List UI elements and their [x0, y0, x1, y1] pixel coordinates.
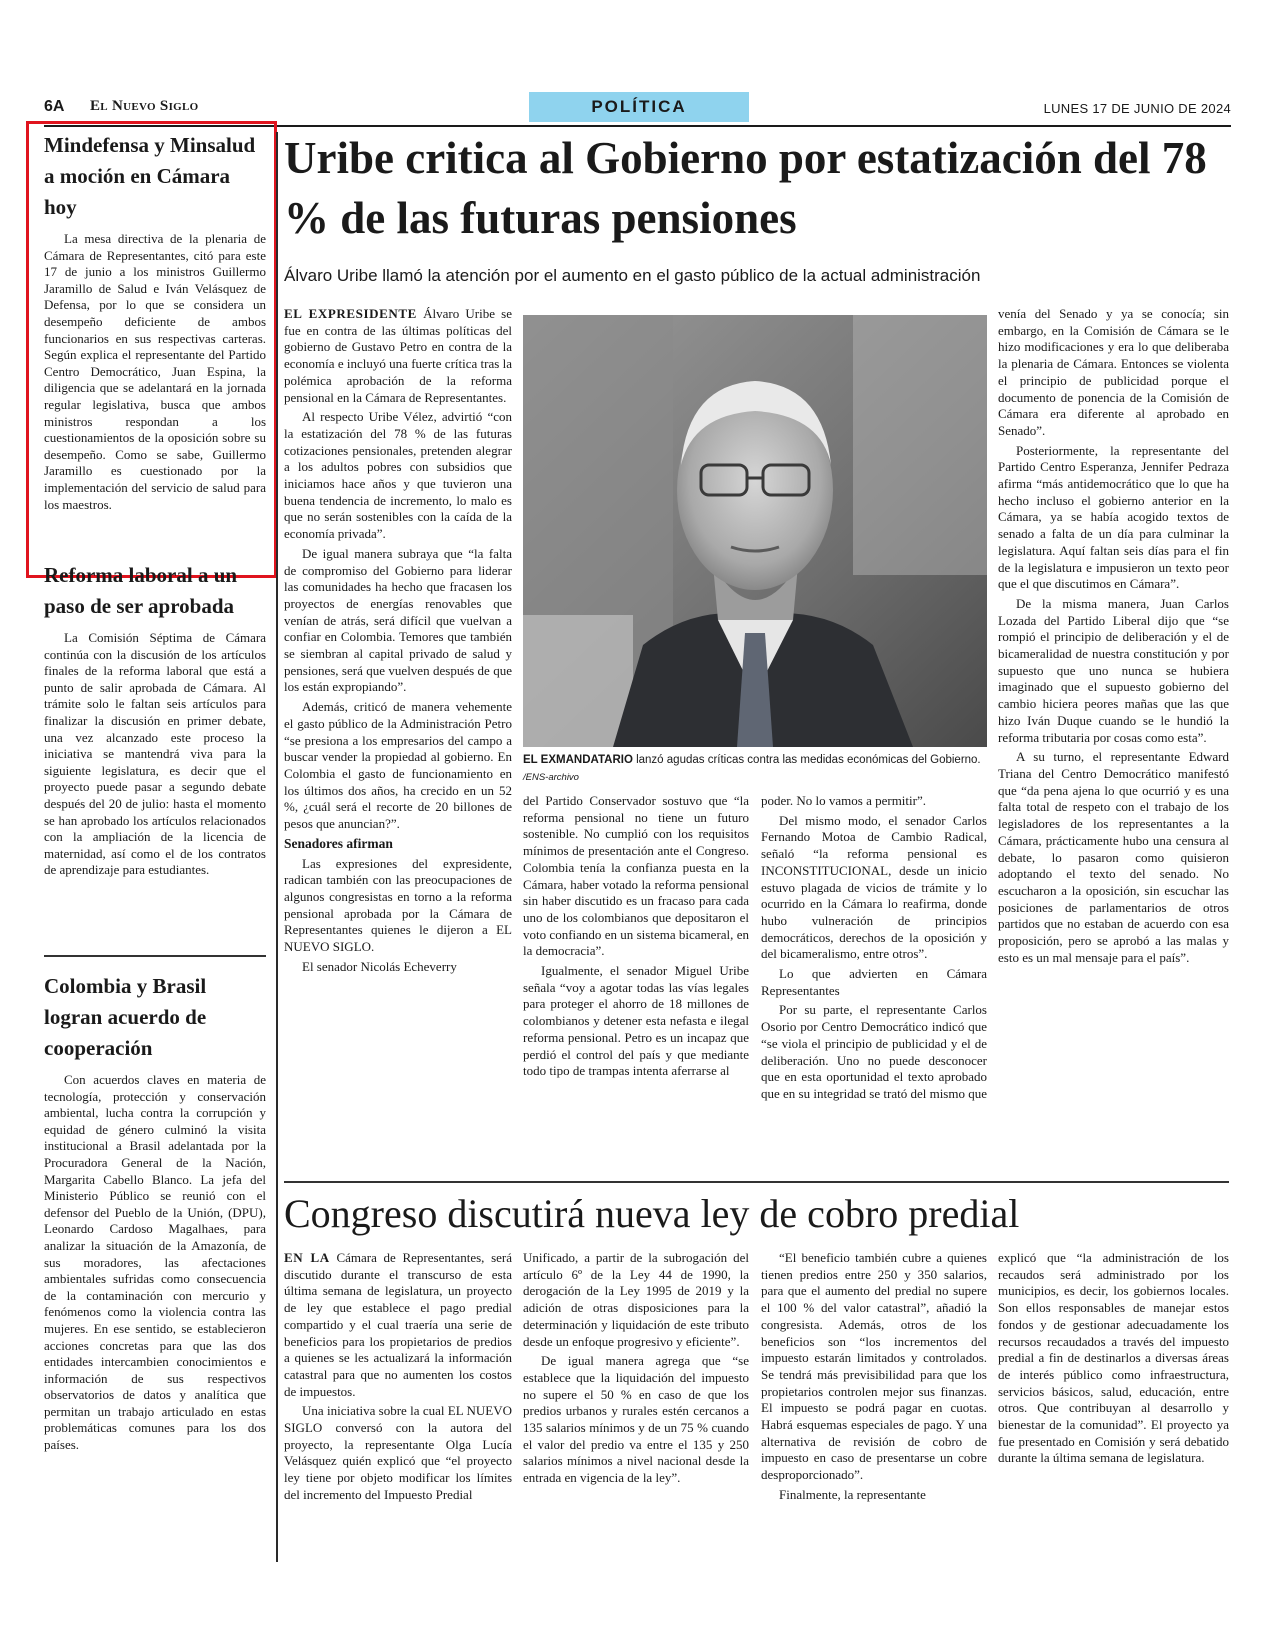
photo-credit: /ENS-archivo — [523, 772, 579, 783]
paragraph: Lo que advierten en Cámara Representantes — [761, 966, 987, 998]
main-column-3 — [761, 793, 987, 1106]
paragraph: Igualmente, el senador Miguel Uribe señala “voy a agotar todas las vías legales para proteger el ahorro de 18 millones de colombianos y detener esta nefasta e ilegal reforma pensional. Petro es un incapaz que perdió el control del país y que mediante todo tipo de trampas intenta aferrarse al — [523, 963, 749, 1079]
second-headline: Congreso discutirá nueva ley de cobro predial — [284, 1191, 1020, 1236]
paragraph: “El beneficio también cubre a quienes tienen predios entre 250 y 350 salarios, para que el aumento del predial no supere el 100 % del valor catastral”, añadió la congresista. Además, otros de los beneficios son “los incrementos del impuesto estarán limitados y controlados. Se tendrá más previsibilidad para que los propietarios controlen mejor sus finanzas. El impuesto se podrá pagar en cuotas. Habrá esquemas especiales de pago. Y una alternativa de revisión de cobro de impuesto en caso de presentarse un cobre desproporcionado”. — [761, 1250, 987, 1483]
paragraph: poder. No lo vamos a permitir”. — [761, 793, 926, 808]
brief-title: Colombia y Brasil logran acuerdo de cooperación — [44, 974, 207, 1060]
page-header — [44, 92, 1231, 122]
brief-title: Reforma laboral a un paso de ser aprobada — [44, 563, 238, 618]
paragraph: De la misma manera, Juan Carlos Lozada del Partido Liberal dijo que “se rompió el principio de deliberación y el de bicameralidad de nuestra constitución y por supuesto que uno nunca se hubiera imaginado que el supuesto gobierno del cambio hiciera peores mañas que las que hizo Iván Duque cuando se le hundió la reforma tributaria por cosas como esta”. — [998, 595, 1229, 745]
issue-date: LUNES 17 DE JUNIO DE 2024 — [1043, 101, 1231, 116]
paragraph: Una iniciativa sobre la cual EL NUEVO SIGLO conversó con la autora del proyecto, la representante Olga Lucía Velásquez quién explicó que “el proyecto ley tiene por objeto modificar los límites del incremento del Impuesto Predial — [284, 1403, 512, 1502]
portrait-illustration — [523, 315, 987, 747]
story-divider — [284, 1181, 1229, 1183]
paragraph: De igual manera agrega que “se establece que la liquidación del impuesto no supere el 50 % en caso de que los predios urbanos y rurales estén cercanos a 135 salarios mínimos y de un 75 % cuando el valor del predio va entre el 135 y 250 salarios mínimos a nivel nacional desde la entrada en vigencia de la ley”. — [523, 1353, 749, 1486]
paragraph: Además, criticó de manera vehemente el gasto público de la Administración Petro “se presiona a los empresarios del campo a buscar vender la propiedad al gobierno. En Colombia el gasto de funcionamiento en los últimos dos años, ha crecido en un 52 %, ¿cuál será el recorte de 20 billones de pesos que anuncian?”. — [284, 699, 512, 832]
lead-paragraph: EL EXPRESIDENTE Álvaro Uribe se fue en contra de las últimas políticas del gobierno de Gustavo Petro en contra de la economía e incluyó una fuerte crítica tras la polémica aprobación de la reforma pensional en la Cámara de Representantes. — [284, 306, 513, 405]
paragraph: Unificado, a partir de la subrogación del artículo 6º de la Ley 44 de 1990, la derogación de la Ley 1995 de 2019 y la adición de otras disposiciones para la determinación y liquidación de este tributo desde un enfoque progresivo y eficiente”. — [523, 1250, 749, 1349]
caption-text: lanzó agudas críticas contra las medidas económicas del Gobierno. — [632, 754, 981, 766]
paragraph: Las expresiones del expresidente, radican también con las preocupaciones de algunos congresistas en torno a la reforma pensional aprobada por la Cámara de Representantes quienes le dijeron a EL NUEVO SIGLO. — [284, 855, 512, 955]
main-column-4 — [998, 306, 1229, 969]
main-subheadline: Álvaro Uribe llamó la atención por el aumento en el gasto público de la actual administración — [284, 266, 981, 285]
photo-caption — [523, 752, 987, 786]
section-label: POLÍTICA — [529, 92, 749, 122]
article-photo — [523, 315, 987, 747]
paragraph: De igual manera subraya que “la falta de compromiso del Gobierno para liderar las comunidades ha hecho que fracasen los proyectos de energías renovables que venían de atrás, será difícil que vuelvan a confiar en Colombia. Temores que también se siembran al capital privado de salud y pensiones, será que vuelven después de que los están expropiando”. — [284, 545, 512, 695]
paragraph: Al respecto Uribe Vélez, advirtió “con la estatización del 78 % de las futuras cotizaciones pensionales, pretenden alegrar a los adultos pobres con subsidios que iniciamos hace años y que tuvieron una buena tendencia de incremento, lo malo es que no serán sostenibles con la caída de la economía privada”. — [284, 409, 512, 542]
lead-paragraph: EN LA Cámara de Representantes, será discutido durante el transcurso de esta última semana de legislatura, un proyecto de ley que establece el pago predial compartido y el cual traería una serie de beneficios para los propietarios de predios a quienes se les actualizará la información catastral para que no aumenten los costos de impuestos. — [284, 1250, 513, 1399]
newspaper-name: El Nuevo Siglo — [90, 98, 199, 114]
paragraph: Finalmente, la representante — [779, 1486, 926, 1502]
lead-words: EL EXPRESIDENTE — [284, 306, 417, 321]
paragraph: del Partido Conservador sostuvo que “la reforma pensional no tiene un futuro sostenible. No cumplió con los requisitos mínimos de presentación ante el Congreso. Colombia tenía la confianza puesta en la Cámara, haber votado la reforma pensional sin haber discutido es un fracaso para cada uno de los colombianos que depositaron el voto confiando en un sistema bicameral, en la democracia”. — [523, 793, 749, 959]
brief-body: Con acuerdos claves en materia de tecnología, protección y conservación ambiental, lucha contra la corrupción y equidad de género culminó la visita institucional a Brasil adelantada por la Procuradora General de la Nación, Margarita Cabello Blanco. La jefa del Ministerio Público se reunió con el defensor del Pueblo de la Unión, (DPU), Leonardo Cardoso Magalhaes, para analizar la situación de la Amazonía, de sus moradores, las afectaciones ambientales sufridas como consecuencia de la contaminación con mercurio y fenómenos como la violencia contra las mujeres. En ese sentido, se establecieron acciones concretas para que las dos entidades intercambien conocimientos e información de sus respectivos observatorios de datos y analítica que permitan un trabajo articulado en estas problemáticas comunes para los dos países. — [44, 1072, 266, 1453]
paragraph: Posteriormente, la representante del Partido Centro Esperanza, Jennifer Pedraza afirma “más antidemocrático que lo que ha hecho incluso el gobierno anterior en la Cámara, ya se había acogido textos de senado a falta de un día para culminar la legislatura. Aquí faltan seis días para el fin de la legislatura e impusieron un texto peor que el que discutimos en Cámara”. — [998, 442, 1229, 592]
page-number: 6A — [44, 98, 65, 115]
paragraph: Por su parte, el representante Carlos Osorio por Centro Democrático indicó que “se viola el principio de publicidad y el de deliberación. Uno no puede desconocer que en esta oportunidad el texto aprobado que en su integridad se trató del mismo que — [761, 1002, 988, 1101]
paragraph: venía del Senado y ya se conocía; sin embargo, en la Comisión de Cámara se le hizo modificaciones y era lo que deliberaba la plenaria de Cámara. Entonces se violenta el principio de publicidad porque el documento de ponencia de la Comisión de Cámara era diferente al aprobado en Senado”. — [998, 306, 1229, 438]
caption-lead: EL EXMANDATARIO — [523, 754, 633, 766]
brief-divider — [44, 955, 266, 957]
brief-body: La mesa directiva de la plenaria de Cámara de Representantes, citó para este 17 de junio a los ministros Guillermo Jaramillo de Salud e Iván Velásquez de Defensa, por lo que se considera un desempeño deficiente de ambos funcionarios en sus respectivas carteras. Según explica el representante del Partido Centro Democrático, Juan Espina, la diligencia que se adelantará en la jornada regular legislativa, busca que ambos ministros respondan a los cuestionamientos de la oposición sobre su desempeño. Como se sabe, Guillermo Jaramillo es cuestionado por la implementación del servicio de salud para los maestros. — [44, 231, 266, 512]
second-column-1 — [284, 1250, 512, 1507]
paragraph: A su turno, el representante Edward Triana del Centro Democrático manifestó que “da pena ajena lo que ocurrió y es una falta total de respeto con el trabajo de los legisladores de los representantes a la Cámara, prácticamente hubo una censura al debate, lo pasaron como quisieron adoptando el texto del senado. No escucharon a la oposición, sin escuchar las posiciones de parlamentarios de otros partidos que no estaban de acuerdo con esa proposición, pero se aprobó a las malas y esto es un mal mensaje para el país”. — [998, 749, 1229, 965]
subhead: Senadores afirman — [284, 835, 393, 851]
main-column-2 — [523, 793, 749, 1083]
brief-body: La Comisión Séptima de Cámara continúa con la discusión de los artículos finales de la reforma laboral que está a punto de salir aprobada de Cámara. Al trámite solo le faltan seis artículos para finalizar la discusión en primer debate, una vez alcanzado este proceso la iniciativa se mantendrá viva para la siguiente legislatura, es decir que el proyecto puede pasar a segundo debate después del 20 de julio: hasta el momento se han aprobado los artículos relacionados con la ampliación de la licencia de maternidad, así como el de los contratos de aprendizaje para estudiantes. — [44, 630, 266, 878]
brief-title: Mindefensa y Minsalud a moción en Cámara hoy — [44, 133, 256, 219]
column-divider — [276, 132, 278, 1562]
main-column-1 — [284, 306, 512, 978]
sidebar-brief-2 — [44, 560, 266, 879]
sidebar-brief-1 — [44, 130, 266, 513]
second-column-2 — [523, 1250, 749, 1490]
main-headline: Uribe critica al Gobierno por estatización del 78 % de las futuras pensiones — [284, 133, 1207, 243]
second-column-3 — [761, 1250, 987, 1507]
sidebar-brief-3 — [44, 955, 266, 1454]
lead-words: EN LA — [284, 1250, 330, 1265]
paragraph: Del mismo modo, el senador Carlos Fernando Motoa de Cambio Radical, señaló “la reforma pensional es INCONSTITUCIONAL, desde un inicio estuvo plagada de vicios de trámite y lo ocurrido en la Cámara lo reafirma, donde hubo vulneración de principios democráticos, derechos de la oposición y del bicameralismo, entre otros”. — [761, 812, 987, 962]
paragraph: El senador Nicolás Echeverry — [302, 958, 457, 974]
second-column-4 — [998, 1250, 1229, 1470]
paragraph: explicó que “la administración de los recaudos será administrado por los municipios, es decir, los gobiernos locales. Son ellos responsables de manejar estos fondos y de gestionar adecuadamente los recursos recaudados a través del impuesto predial a fin de destinarlos a diversas áreas de interés público como infraestructura, servicios básicos, salud, educación, entre otros. Que contribuyan al desarrollo y bienestar de la comunidad”. El proyecto ya fue presentado en Comisión y será debatido durante la última semana de legislatura. — [998, 1250, 1229, 1466]
